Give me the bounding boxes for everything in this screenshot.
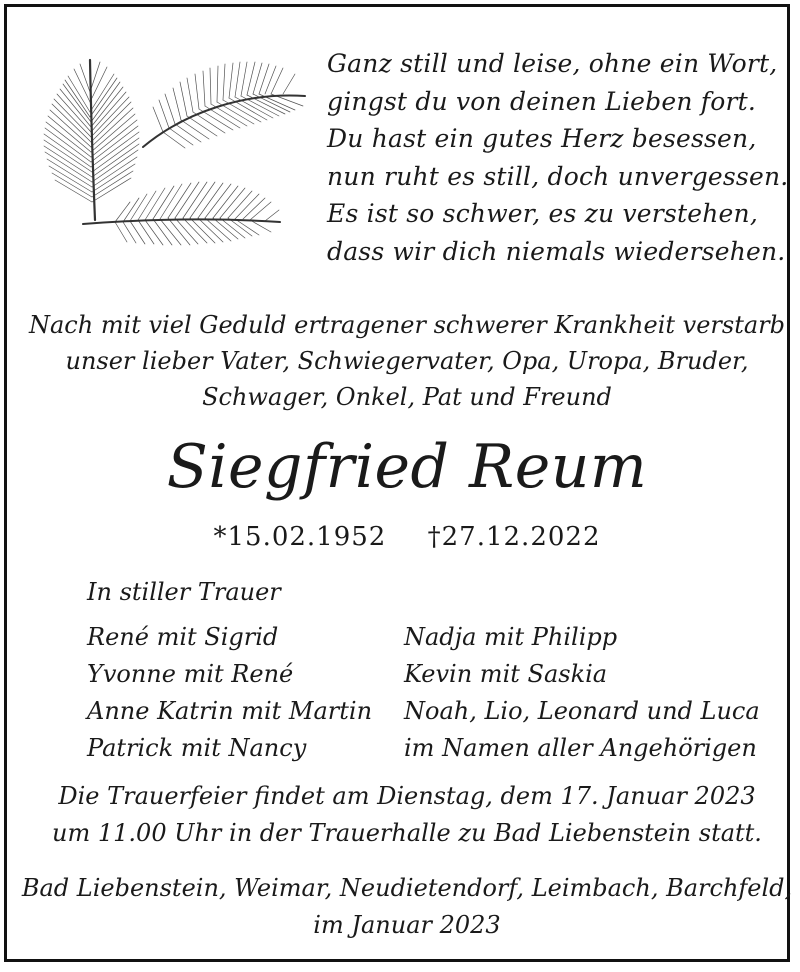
death-date: †27.12.2022: [427, 522, 601, 552]
deceased-name: Siegfried Reum: [166, 432, 648, 502]
birth-date: *15.02.1952: [213, 522, 387, 552]
poem-line: gingst du von deinen Lieben fort.: [327, 86, 757, 116]
feather-vertical-icon: [44, 60, 139, 220]
places-line: im Januar 2023: [313, 911, 501, 939]
poem-line: Du hast ein gutes Herz besessen,: [327, 124, 757, 153]
obituary-frame: [4, 4, 793, 962]
intro-line: Nach mit viel Geduld ertragener schwerer Krankheit verstarb: [29, 311, 785, 339]
mourners-left-column: [87, 619, 372, 767]
poem: [327, 45, 789, 270]
intro-line: Schwager, Onkel, Pat und Freund: [202, 383, 612, 411]
mourner-entry: Noah, Lio, Leonard und Luca: [404, 697, 760, 725]
intro-text: [7, 307, 800, 415]
feathers-icon: [35, 52, 310, 247]
places-and-date: [7, 870, 800, 944]
mourner-entry: Nadja mit Philipp: [404, 623, 618, 651]
mourner-entry: Patrick mit Nancy: [87, 734, 307, 762]
mourning-label: In stiller Trauer: [87, 578, 281, 606]
poem-line: Ganz still und leise, ohne ein Wort,: [327, 49, 778, 78]
mourner-entry: im Namen aller Angehörigen: [404, 734, 757, 762]
feather-horizontal-icon: [83, 182, 280, 245]
ceremony-line: Die Trauerfeier findet am Dienstag, dem 17. Januar 2023: [58, 782, 756, 810]
mourner-entry: Anne Katrin mit Martin: [87, 697, 373, 725]
mourner-entry: Kevin mit Saskia: [404, 660, 608, 688]
mourner-entry: Yvonne mit René: [87, 660, 294, 688]
poem-line: nun ruht es still, doch unvergessen.: [327, 161, 789, 191]
mourners-right-column: [404, 619, 760, 767]
feather-diagonal-icon: [143, 62, 305, 148]
poem-line: Es ist so schwer, es zu verstehen,: [327, 199, 758, 228]
ceremony-info: [7, 778, 800, 852]
life-dates: [7, 519, 800, 555]
places-line: Bad Liebenstein, Weimar, Neudietendorf, Leimbach, Barchfeld,: [21, 874, 793, 902]
mourner-entry: René mit Sigrid: [87, 623, 279, 651]
intro-line: unser lieber Vater, Schwiegervater, Opa, Uropa, Bruder,: [65, 347, 749, 375]
poem-line: dass wir dich niemals wiedersehen.: [327, 236, 786, 266]
ceremony-line: um 11.00 Uhr in der Trauerhalle zu Bad Liebenstein statt.: [52, 819, 762, 847]
